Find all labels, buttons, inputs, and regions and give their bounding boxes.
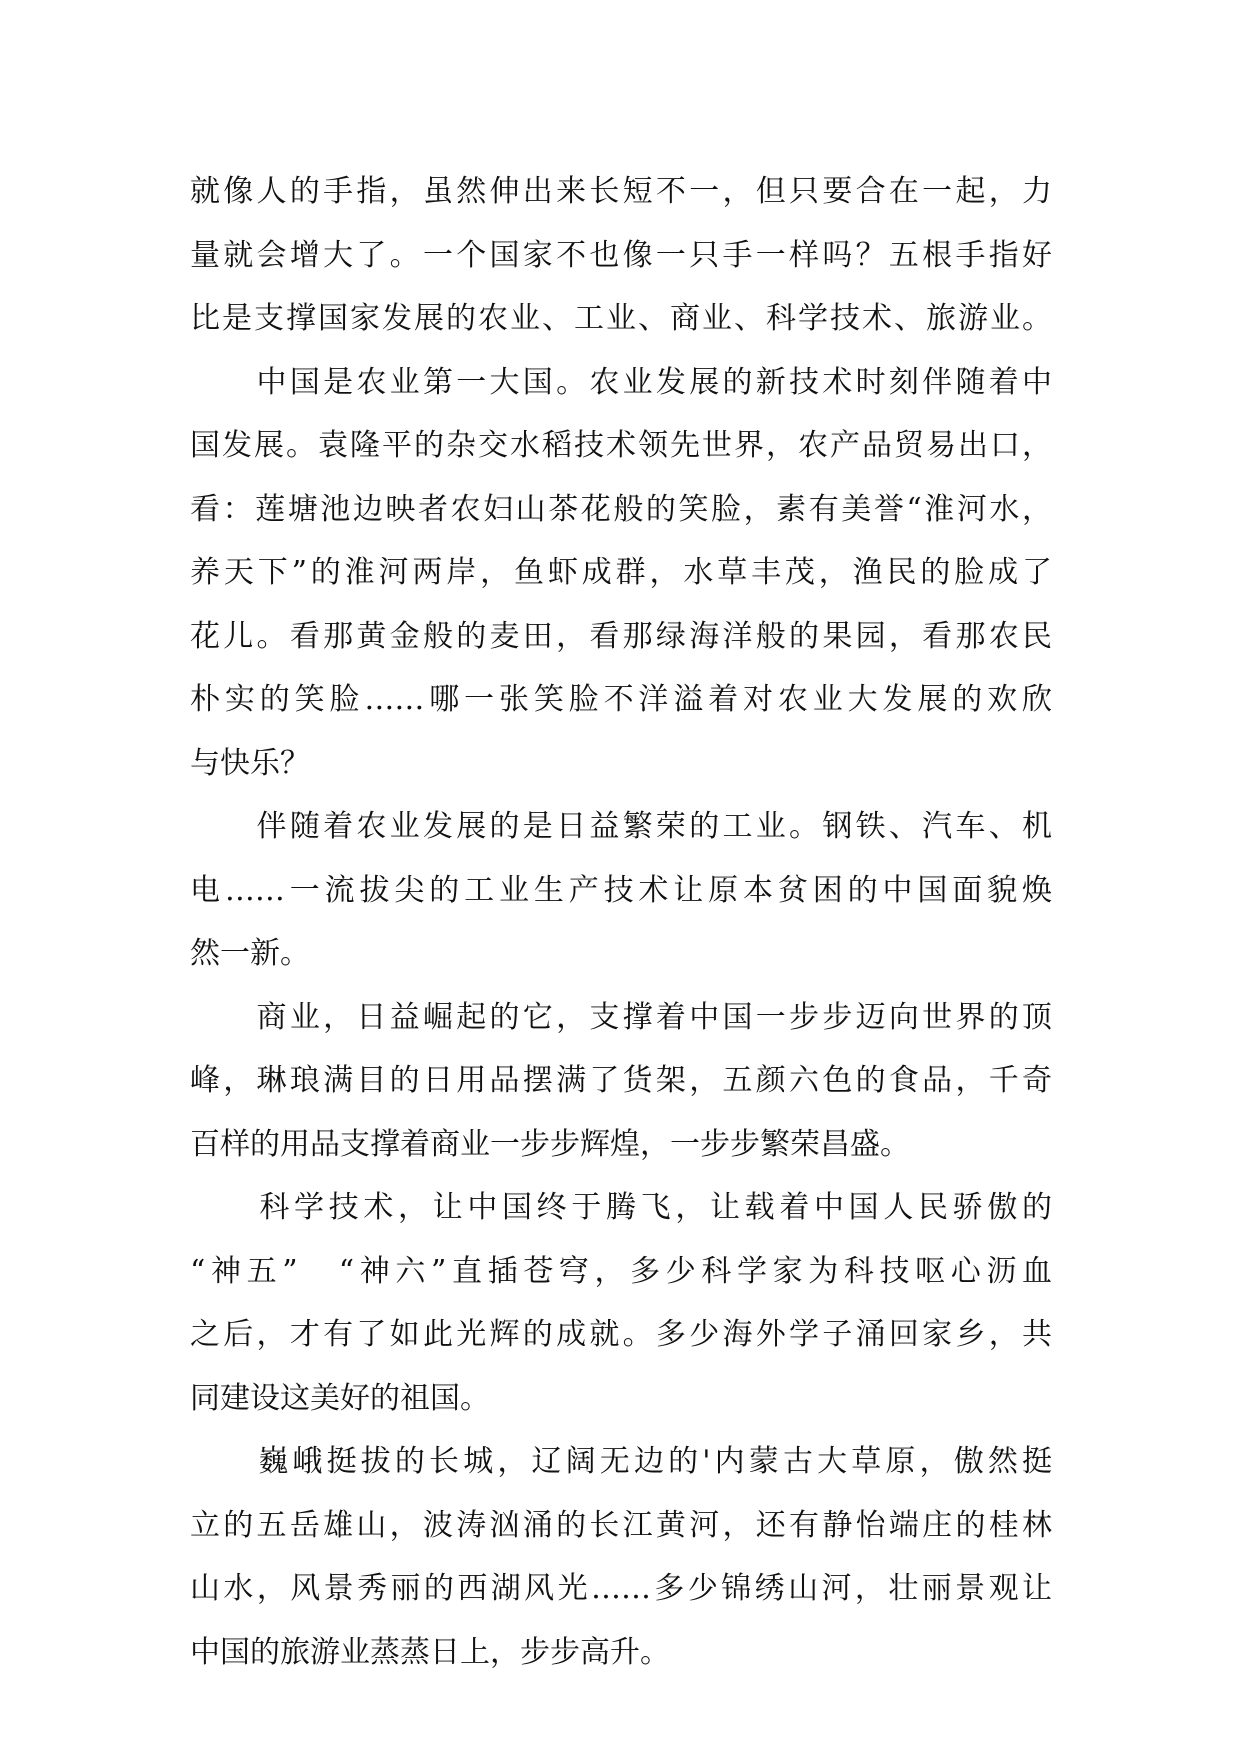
text-line: 比是支撑国家发展的农业、工业、商业、科学技术、旅游业。 [190, 301, 1052, 336]
text-line: “神五” “神六”直插苍穹，多少科学家为科技呕心沥血 [190, 1253, 1052, 1289]
text-line: 国发展。袁隆平的杂交水稻技术领先世界，农产品贸易出口， [190, 428, 1052, 463]
text-line: 中国是农业第一大国。农业发展的新技术时刻伴随着中 [190, 364, 1052, 400]
text-line: 朴实的笑脸……哪一张笑脸不洋溢着对农业大发展的欢欣 [190, 682, 1052, 717]
text-line: 同建设这美好的祖国。 [190, 1380, 490, 1416]
text-line: 立的五岳雄山，波涛汹涌的长江黄河，还有静怡端庄的桂林 [190, 1507, 1052, 1543]
text-line: 科学技术，让中国终于腾飞，让载着中国人民骄傲的 [190, 1190, 1052, 1225]
text-line: 电……一流拔尖的工业生产技术让原本贫困的中国面貌焕 [190, 872, 1052, 908]
text-line: 百样的用品支撑着商业一步步辉煌，一步步繁荣昌盛。 [190, 1126, 910, 1162]
text-line: 伴随着农业发展的是日益繁荣的工业。钢铁、汽车、机 [190, 809, 1052, 844]
text-line: 山水，风景秀丽的西湖风光……多少锦绣山河，壮丽景观让 [190, 1571, 1052, 1606]
text-line: 商业，日益崛起的它，支撑着中国一步步迈向世界的顶 [190, 999, 1052, 1035]
text-line: 峰，琳琅满目的日用品摆满了货架，五颜六色的食品，千奇 [190, 1063, 1052, 1098]
text-line: 之后，才有了如此光辉的成就。多少海外学子涌回家乡，共 [190, 1317, 1052, 1352]
text-line: 然一新。 [190, 936, 310, 971]
document-body [190, 160, 1052, 1684]
text-line: 中国的旅游业蒸蒸日上，步步高升。 [190, 1634, 670, 1670]
text-line: 看：莲塘池边映者农妇山茶花般的笑脸，素有美誉“淮河水， [190, 491, 1052, 527]
text-line: 与快乐？ [190, 745, 310, 781]
text-line: 花儿。看那黄金般的麦田，看那绿海洋般的果园，看那农民 [190, 618, 1052, 654]
text-line: 养天下”的淮河两岸，鱼虾成群，水草丰茂，渔民的脸成了 [190, 555, 1052, 590]
text-line: 就像人的手指，虽然伸出来长短不一，但只要合在一起，力 [190, 174, 1052, 209]
text-line: 巍峨挺拔的长城，辽阔无边的'内蒙古大草原，傲然挺 [190, 1444, 1052, 1479]
text-line: 量就会增大了。一个国家不也像一只手一样吗？五根手指好 [190, 237, 1052, 273]
